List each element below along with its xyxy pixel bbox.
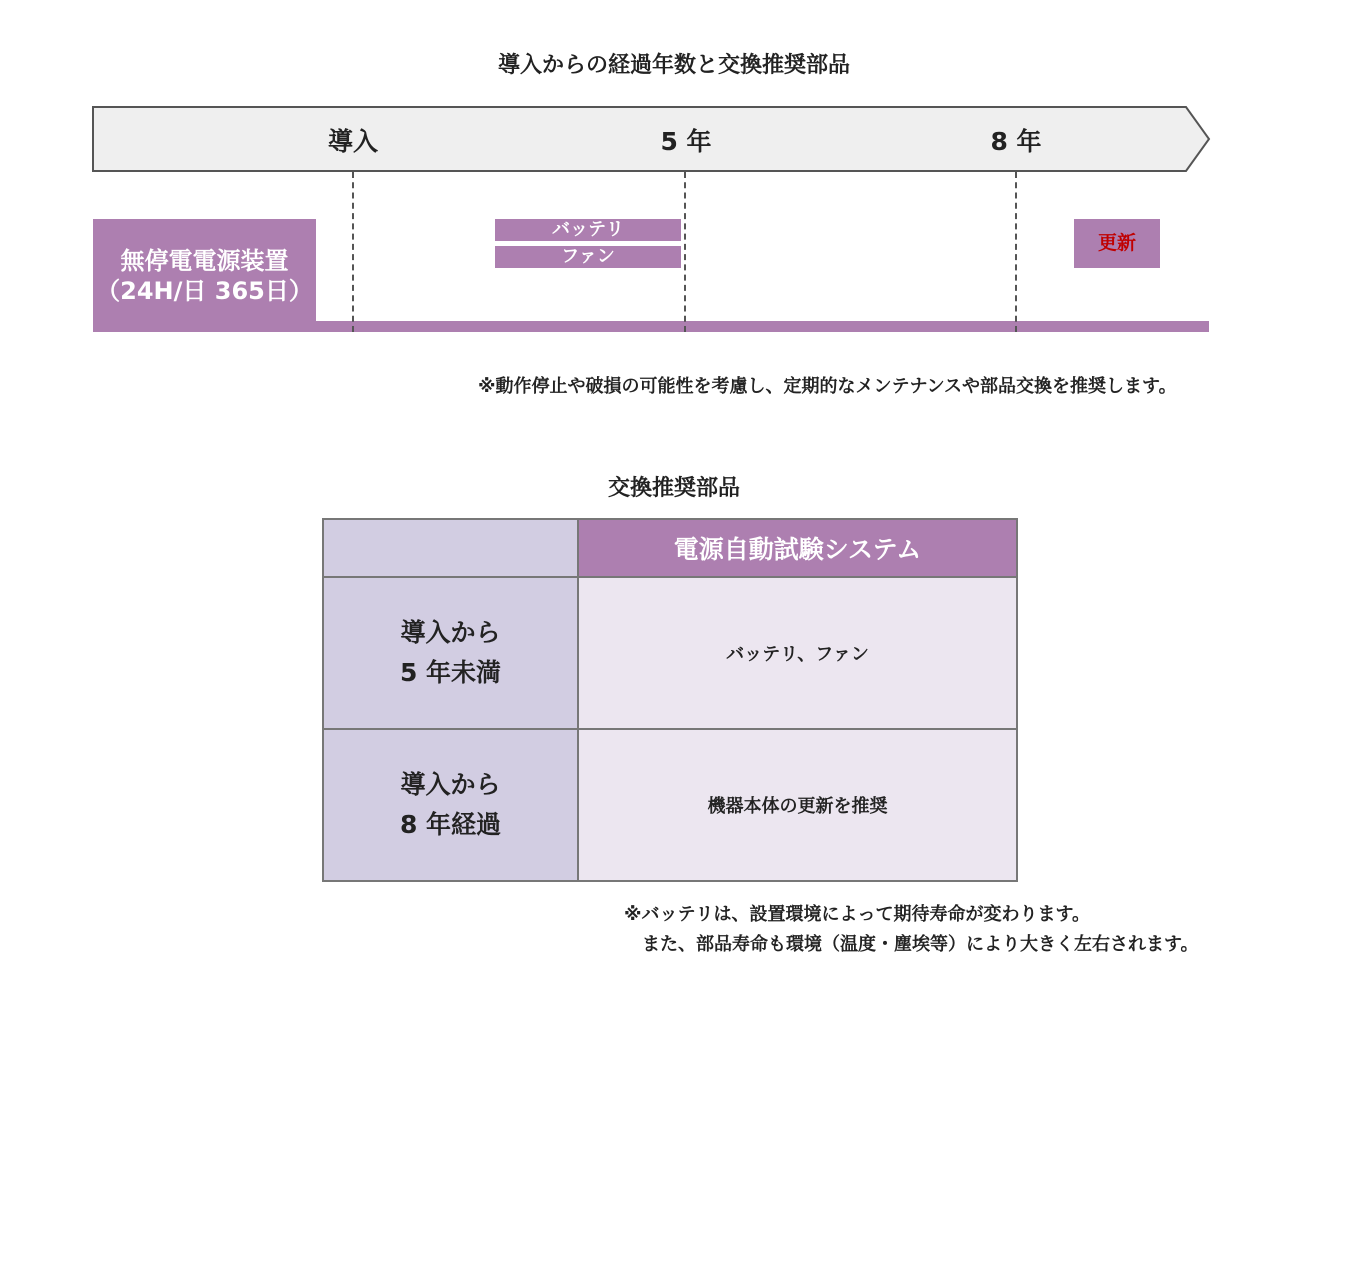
table-title: 交換推奨部品	[607, 476, 740, 501]
row-value: バッテリ、ファン	[578, 577, 1017, 729]
part-tag-battery: バッテリ	[495, 219, 681, 241]
tick-label-8-years: 8 年	[990, 127, 1042, 156]
timeline-title: 導入からの経過年数と交換推奨部品	[497, 53, 850, 78]
device-spec: （24H/日 365日）	[96, 276, 313, 305]
table-note-line1: ※バッテリは、設置環境によって期待寿命が変わります。	[624, 904, 1091, 925]
renew-tag: 更新	[1074, 219, 1160, 268]
dash-line-intro	[352, 172, 354, 332]
device-name: 無停電電源装置	[120, 246, 289, 275]
device-lifetime-bar	[316, 321, 1209, 332]
row-header-line2: 5 年未満	[399, 658, 502, 687]
table-note-line2: また、部品寿命も環境（温度・塵埃等）により大きく左右されます。	[624, 934, 1199, 955]
table-row	[323, 729, 1017, 881]
row-value: 機器本体の更新を推奨	[578, 729, 1017, 881]
row-header-line1: 導入から	[400, 770, 501, 799]
row-header	[323, 729, 578, 881]
table-note	[624, 900, 1199, 960]
timeline-note: ※動作停止や破損の可能性を考慮し、定期的なメンテナンスや部品交換を推奨します。	[478, 376, 1177, 397]
timeline-arrow	[0, 0, 1348, 200]
dash-line-8-years	[1015, 172, 1017, 332]
device-box	[93, 219, 316, 332]
table-corner-cell	[323, 519, 578, 577]
parts-table	[322, 518, 1018, 882]
dash-line-5-years	[684, 172, 686, 332]
row-header	[323, 577, 578, 729]
column-header: 電源自動試験システム	[578, 519, 1017, 577]
table-header-row	[323, 519, 1017, 577]
part-tag-fan: ファン	[495, 246, 681, 268]
table-row	[323, 577, 1017, 729]
row-header-line1: 導入から	[400, 618, 501, 647]
tick-label-intro: 導入	[327, 127, 378, 156]
row-header-line2: 8 年経過	[399, 810, 502, 839]
tick-label-5-years: 5 年	[660, 127, 712, 156]
